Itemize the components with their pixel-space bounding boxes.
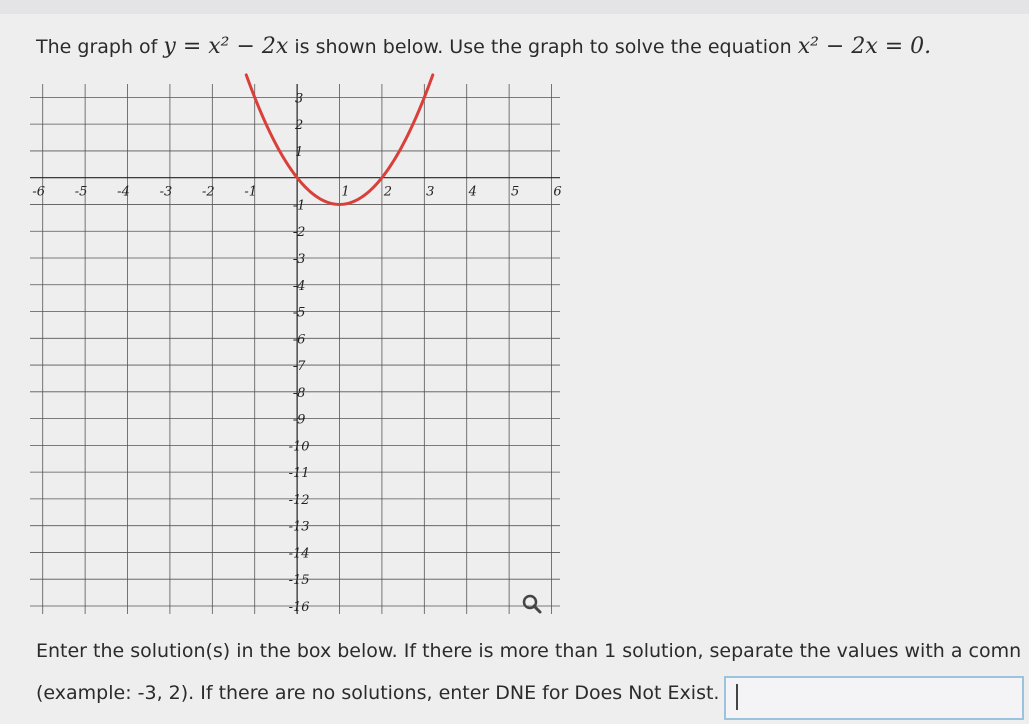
y-tick-label: -10 (288, 439, 310, 455)
x-tick-label: -1 (244, 184, 258, 200)
magnifier-icon[interactable] (524, 596, 540, 612)
y-tick-label: -16 (288, 599, 310, 615)
y-tick-label: -4 (292, 278, 306, 294)
x-tick-label: 5 (510, 184, 520, 200)
y-tick-label: -11 (288, 466, 310, 482)
equation-expression: x² − 2x = 0. (797, 34, 932, 59)
x-tick-label: 4 (468, 184, 477, 200)
y-tick-label: 3 (294, 91, 304, 107)
x-tick-label: -5 (74, 184, 88, 200)
y-tick-label: -15 (288, 573, 310, 589)
y-tick-label: -3 (292, 251, 306, 267)
x-tick-label: -4 (117, 184, 130, 200)
graph (30, 84, 560, 614)
y-tick-label: -13 (288, 519, 310, 535)
text-cursor (736, 684, 738, 710)
x-tick-label: -2 (201, 184, 215, 200)
question-middle: is shown below. Use the graph to solve the equation (294, 36, 792, 58)
y-tick-label: -12 (288, 492, 310, 508)
y-tick-label: -7 (292, 359, 306, 375)
y-tick-label: -9 (292, 412, 306, 428)
x-tick-label: 2 (383, 184, 393, 200)
y-tick-label: -8 (292, 385, 306, 401)
question-prefix: The graph of (36, 36, 158, 58)
x-tick-label: 1 (341, 184, 350, 200)
y-tick-label: 1 (294, 144, 304, 160)
y-tick-label: -5 (292, 305, 306, 321)
y-tick-label: -14 (288, 546, 310, 562)
answer-input-box[interactable] (724, 676, 1024, 720)
x-tick-label: -6 (32, 184, 46, 200)
y-tick-label: -2 (292, 225, 306, 241)
question-text (36, 34, 931, 59)
answer-input[interactable] (726, 678, 1022, 718)
instruction-line-2: (example: -3, 2). If there are no solutions, enter DNE for Does Not Exist. (36, 682, 720, 704)
top-strip (0, 0, 1029, 14)
y-tick-label: -6 (292, 332, 306, 348)
function-expression: y = x² − 2x (163, 34, 289, 59)
instruction-line-1: Enter the solution(s) in the box below. If there is more than 1 solution, separate the values with a comn (36, 640, 1022, 662)
x-tick-label: 6 (553, 184, 562, 200)
x-tick-label: 3 (426, 184, 435, 200)
graph-svg (30, 84, 560, 614)
x-tick-label: -3 (159, 184, 173, 200)
y-tick-label: -1 (292, 198, 306, 214)
y-tick-label: 2 (294, 118, 304, 134)
